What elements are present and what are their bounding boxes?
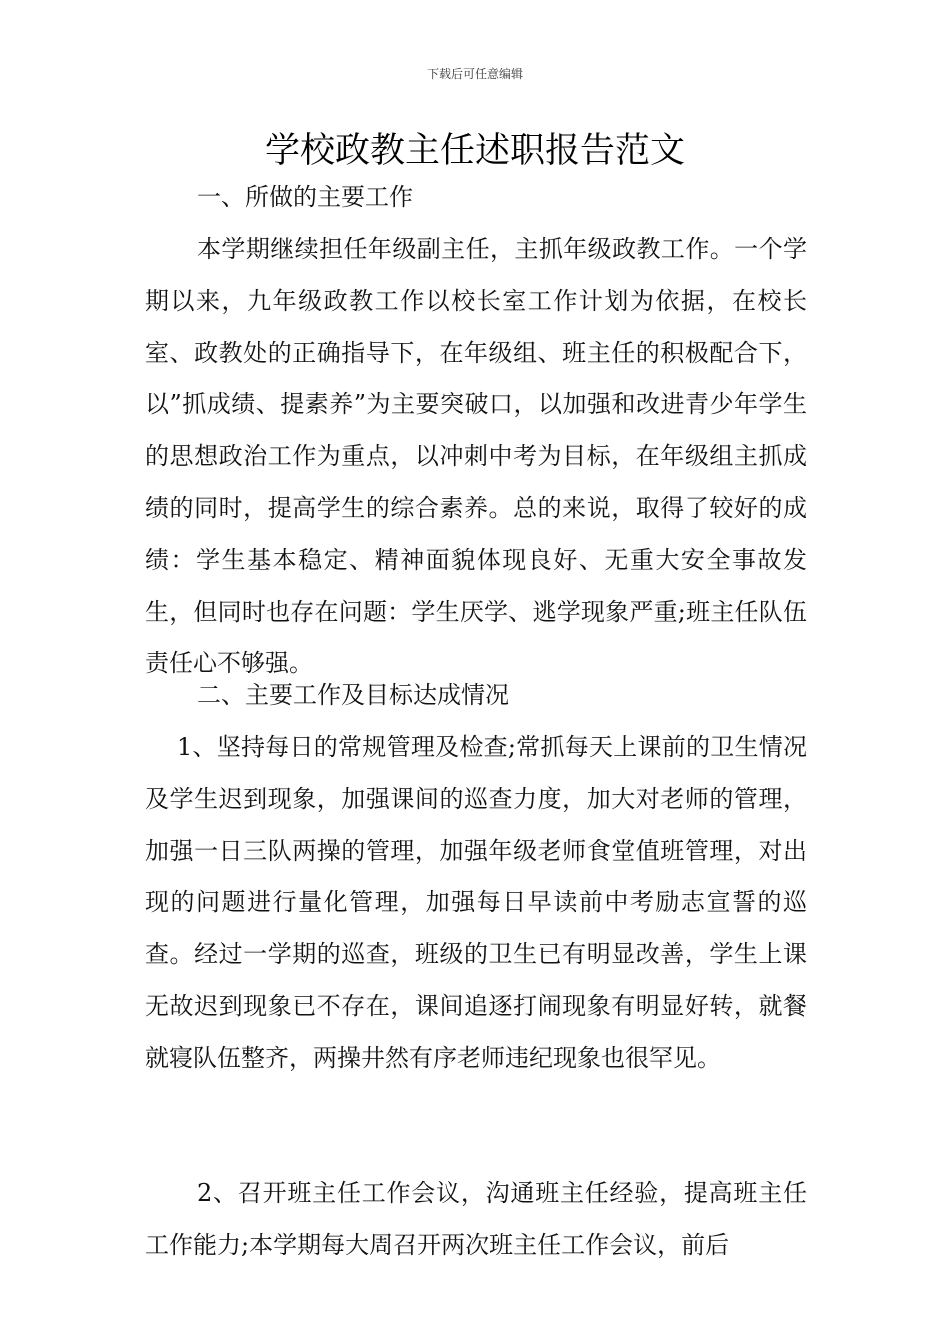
paragraph-main-work: 本学期继续担任年级副主任，主抓年级政教工作。一个学期以来，九年级政教工作以校长室工作计划为依据，在校长室、政教处的正确指导下，在年级组、班主任的积极配合下，以”抓成绩、提素养”为主要突破口，以加强和改进青少年学生的思想政治工作为重点，以冲刺中考为目标，在年级组主抓成绩的同时，提高学生的综合素养。总的来说，取得了较好的成绩：学生基本稳定、精神面貌体现良好、无重大安全事故发生，但同时也存在问题：学生厌学、逃学现象严重;班主任队伍责任心不够强。 (145, 235, 807, 678)
section-heading-goals: 二、主要工作及目标达成情况 (197, 681, 509, 709)
page-header-note: 下载后可任意编辑 (426, 67, 523, 81)
paragraph-daily-management: 1、坚持每日的常规管理及检查;常抓每天上课前的卫生情况及学生迟到现象，加强课间的巡查力度，加大对老师的管理，加强一日三队两操的管理，加强年级老师食堂值班管理，对出现的问题进行量化管理，加强每日早读前中考励志宣誓的巡查。经过一学期的巡查，班级的卫生已有明显改善，学生上课无故迟到现象已不存在，课间追逐打闹现象有明显好转，就餐就寝队伍整齐，两操井然有序老师违纪现象也很罕见。 (145, 733, 807, 1072)
paragraph-teacher-meetings: 2、召开班主任工作会议，沟通班主任经验，提高班主任工作能力;本学期每大周召开两次班主任工作会议，前后 (145, 1179, 807, 1259)
section-heading-main-work: 一、所做的主要工作 (197, 183, 413, 211)
document-title: 学校政教主任述职报告范文 (264, 131, 685, 171)
